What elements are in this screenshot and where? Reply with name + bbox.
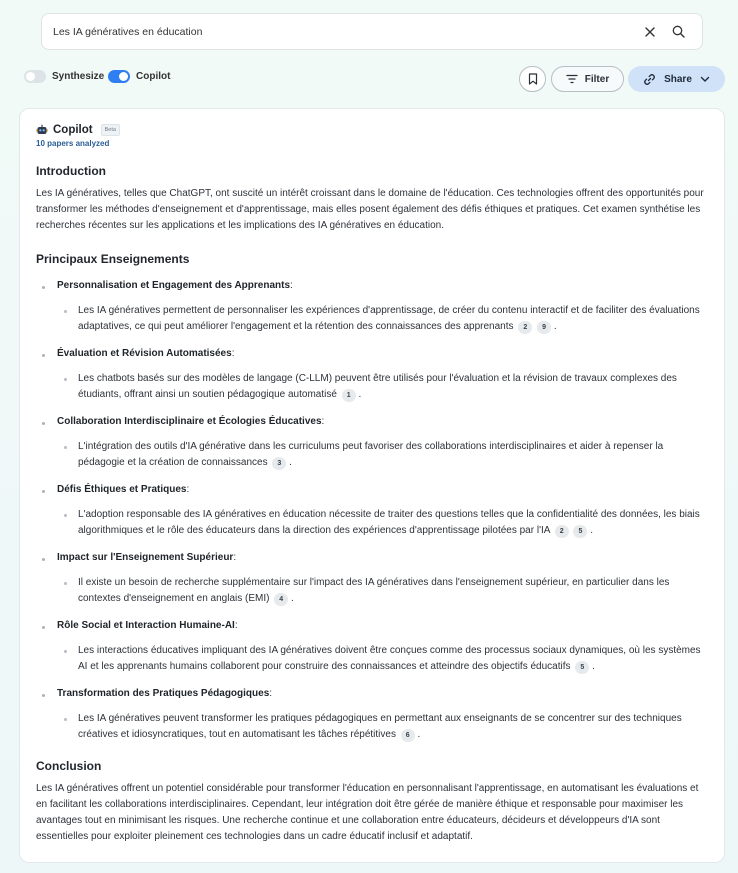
robot-icon <box>36 124 48 136</box>
citation-badge[interactable]: 3 <box>272 457 286 470</box>
finding-item <box>36 484 708 539</box>
share-label: Share <box>664 73 692 85</box>
finding-detail: L'adoption responsable des IA génératives en éducation nécessite de traiter des questions telles que la confidentialité des données, les biais algorithmiques et le rôle des éducateurs dans la direction des expériences d'apprentissage pilotées par l'IA 2 5 . <box>57 507 708 539</box>
share-button[interactable] <box>628 66 725 92</box>
synthesize-label: Synthesize <box>52 71 105 82</box>
synthesize-toggle[interactable] <box>24 70 46 83</box>
finding-detail-text: Les IA génératives peuvent transformer les pratiques pédagogiques en permettant aux enseignants de se concentrer sur des techniques créatives et idiosyncratiques, tout en automatisant les tâches répétitives <box>78 713 682 740</box>
copilot-card <box>19 108 725 863</box>
conclusion-text: Les IA génératives offrent un potentiel considérable pour transformer l'éducation en personnalisant l'apprentissage, en automatisant les évaluations et en facilitant les collaborations interdisciplinaires. Cependant, leur intégration doit être gérée de manière éthique et responsable pour maximiser les avantages tout en minimisant les risques. Une recherche continue et une collaboration entre éducateurs, décideurs et développeurs d'IA sont essentielles pour exploiter pleinement ces technologies dans un cadre éducatif inclusif et adaptatif. <box>36 783 699 842</box>
conclusion-heading: Conclusion <box>36 759 102 773</box>
introduction-text: Les IA génératives, telles que ChatGPT, ont suscité un intérêt croissant dans le domaine de l'éducation. Ces technologies offrent des opportunités pour transformer les méthodes d'enseignement et d'apprentissage, mais elles posent également des défis éthiques et pratiques. Cet examen synthétise les recherches récentes sur les applications et les implications des IA génératives en éducation. <box>36 188 704 231</box>
finding-detail-text: Les interactions éducatives impliquant des IA génératives doivent être conçues comme des processus sociaux dynamiques, où les systèmes AI et les apprenants humains collaborent pour construire des connaissances et atteindre des objectifs éducatifs <box>78 645 701 672</box>
citation-badge[interactable]: 5 <box>575 661 589 674</box>
citation-badge[interactable]: 4 <box>274 593 288 606</box>
finding-title-text: Défis Éthiques et Pratiques <box>57 484 187 495</box>
finding-detail: Les IA génératives peuvent transformer les pratiques pédagogiques en permettant aux enseignants de se concentrer sur des techniques créatives et idiosyncratiques, tout en automatisant les tâches répétitives 6 . <box>57 711 708 743</box>
finding-item <box>36 348 708 403</box>
copilot-toggle-group <box>108 70 170 83</box>
finding-detail-text: Il existe un besoin de recherche supplémentaire sur l'impact des IA génératives dans l'enseignement supérieur, en particulier dans les contextes d'enseignement en anglais (EMI) <box>78 577 670 604</box>
finding-title-text: Collaboration Interdisciplinaire et Écologies Éducatives <box>57 416 322 427</box>
filter-icon <box>566 74 578 84</box>
filter-label: Filter <box>584 73 610 85</box>
search-input[interactable]: Les IA génératives en éducation <box>53 25 203 38</box>
link-icon <box>643 73 656 86</box>
finding-title: Collaboration Interdisciplinaire et Écologies Éducatives: <box>57 416 325 427</box>
citation-badge[interactable]: 6 <box>401 729 415 742</box>
copilot-header <box>36 123 708 137</box>
finding-title: Rôle Social et Interaction Humaine-AI: <box>57 620 238 631</box>
findings-list <box>36 280 708 743</box>
papers-analyzed-link[interactable]: 10 papers analyzed <box>36 139 110 148</box>
copilot-label: Copilot <box>136 71 171 82</box>
finding-title: Évaluation et Révision Automatisées: <box>57 348 235 359</box>
citation-badge[interactable]: 1 <box>342 389 356 402</box>
search-button[interactable] <box>664 18 692 46</box>
finding-item <box>36 416 708 471</box>
finding-item <box>36 552 708 607</box>
finding-detail: Il existe un besoin de recherche supplémentaire sur l'impact des IA génératives dans l'enseignement supérieur, en particulier dans les contextes d'enseignement en anglais (EMI) 4 . <box>57 575 708 607</box>
finding-title: Transformation des Pratiques Pédagogiques: <box>57 688 273 699</box>
finding-title-text: Évaluation et Révision Automatisées <box>57 348 232 359</box>
finding-detail-text: L'adoption responsable des IA génératives en éducation nécessite de traiter des questions telles que la confidentialité des données, les biais algorithmiques et le rôle des éducateurs dans la direction des expériences d'apprentissage pilotées par l'IA <box>78 509 700 536</box>
finding-detail: Les chatbots basés sur des modèles de langage (C-LLM) peuvent être utilisés pour l'évaluation et la révision de travaux complexes des étudiants, offrant ainsi un soutien pédagogique automatisé 1 . <box>57 371 708 403</box>
bookmark-icon <box>528 73 538 85</box>
citation-badge[interactable]: 2 <box>518 321 532 334</box>
citation-badge[interactable]: 2 <box>555 525 569 538</box>
search-bar[interactable] <box>41 13 703 50</box>
finding-title-text: Impact sur l'Enseignement Supérieur <box>57 552 234 563</box>
bookmark-button[interactable] <box>519 66 546 92</box>
finding-title: Personnalisation et Engagement des Apprenants: <box>57 280 293 291</box>
chevron-down-icon <box>700 76 710 83</box>
finding-detail-text: L'intégration des outils d'IA générative dans les curriculums peut favoriser des collaborations interdisciplinaires et aider à repenser la pédagogie et la création de connaissances <box>78 441 664 468</box>
finding-detail-text: Les IA génératives permettent de personnaliser les expériences d'apprentissage, de créer du contenu interactif et de faciliter des évaluations adaptatives, ce qui peut améliorer l'engagement et la rétention des connaissances des apprenants <box>78 305 700 332</box>
finding-detail-text: Les chatbots basés sur des modèles de langage (C-LLM) peuvent être utilisés pour l'évaluation et la révision de travaux complexes des étudiants, offrant ainsi un soutien pédagogique automatisé <box>78 373 677 400</box>
clear-search-button[interactable] <box>636 18 664 46</box>
finding-title: Impact sur l'Enseignement Supérieur: <box>57 552 237 563</box>
synthesize-toggle-group <box>24 70 104 83</box>
finding-title-text: Rôle Social et Interaction Humaine-AI <box>57 620 235 631</box>
finding-detail: L'intégration des outils d'IA générative dans les curriculums peut favoriser des collaborations interdisciplinaires et aider à repenser la pédagogie et la création de connaissances 3 . <box>57 439 708 471</box>
finding-item <box>36 688 708 743</box>
citation-badge[interactable]: 9 <box>537 321 551 334</box>
filter-button[interactable] <box>551 66 624 92</box>
beta-badge: Beta <box>101 124 120 136</box>
copilot-toggle[interactable] <box>108 70 130 83</box>
citation-badge[interactable]: 5 <box>573 525 587 538</box>
search-icon <box>672 25 685 38</box>
finding-title-text: Personnalisation et Engagement des Apprenants <box>57 280 291 291</box>
close-icon <box>644 26 656 38</box>
finding-title: Défis Éthiques et Pratiques: <box>57 484 190 495</box>
copilot-title: Copilot <box>53 124 93 136</box>
finding-item <box>36 280 708 335</box>
main-findings-heading: Principaux Enseignements <box>36 252 190 266</box>
finding-detail: Les IA génératives permettent de personnaliser les expériences d'apprentissage, de créer du contenu interactif et de faciliter des évaluations adaptatives, ce qui peut améliorer l'engagement et la rétention des connaissances des apprenants 2 9 . <box>57 303 708 335</box>
finding-title-text: Transformation des Pratiques Pédagogiques <box>57 688 270 699</box>
finding-item <box>36 620 708 675</box>
finding-detail: Les interactions éducatives impliquant des IA génératives doivent être conçues comme des processus sociaux dynamiques, où les systèmes AI et les apprenants humains collaborent pour construire des connaissances et atteindre des objectifs éducatifs 5 . <box>57 643 708 675</box>
introduction-heading: Introduction <box>36 164 106 178</box>
